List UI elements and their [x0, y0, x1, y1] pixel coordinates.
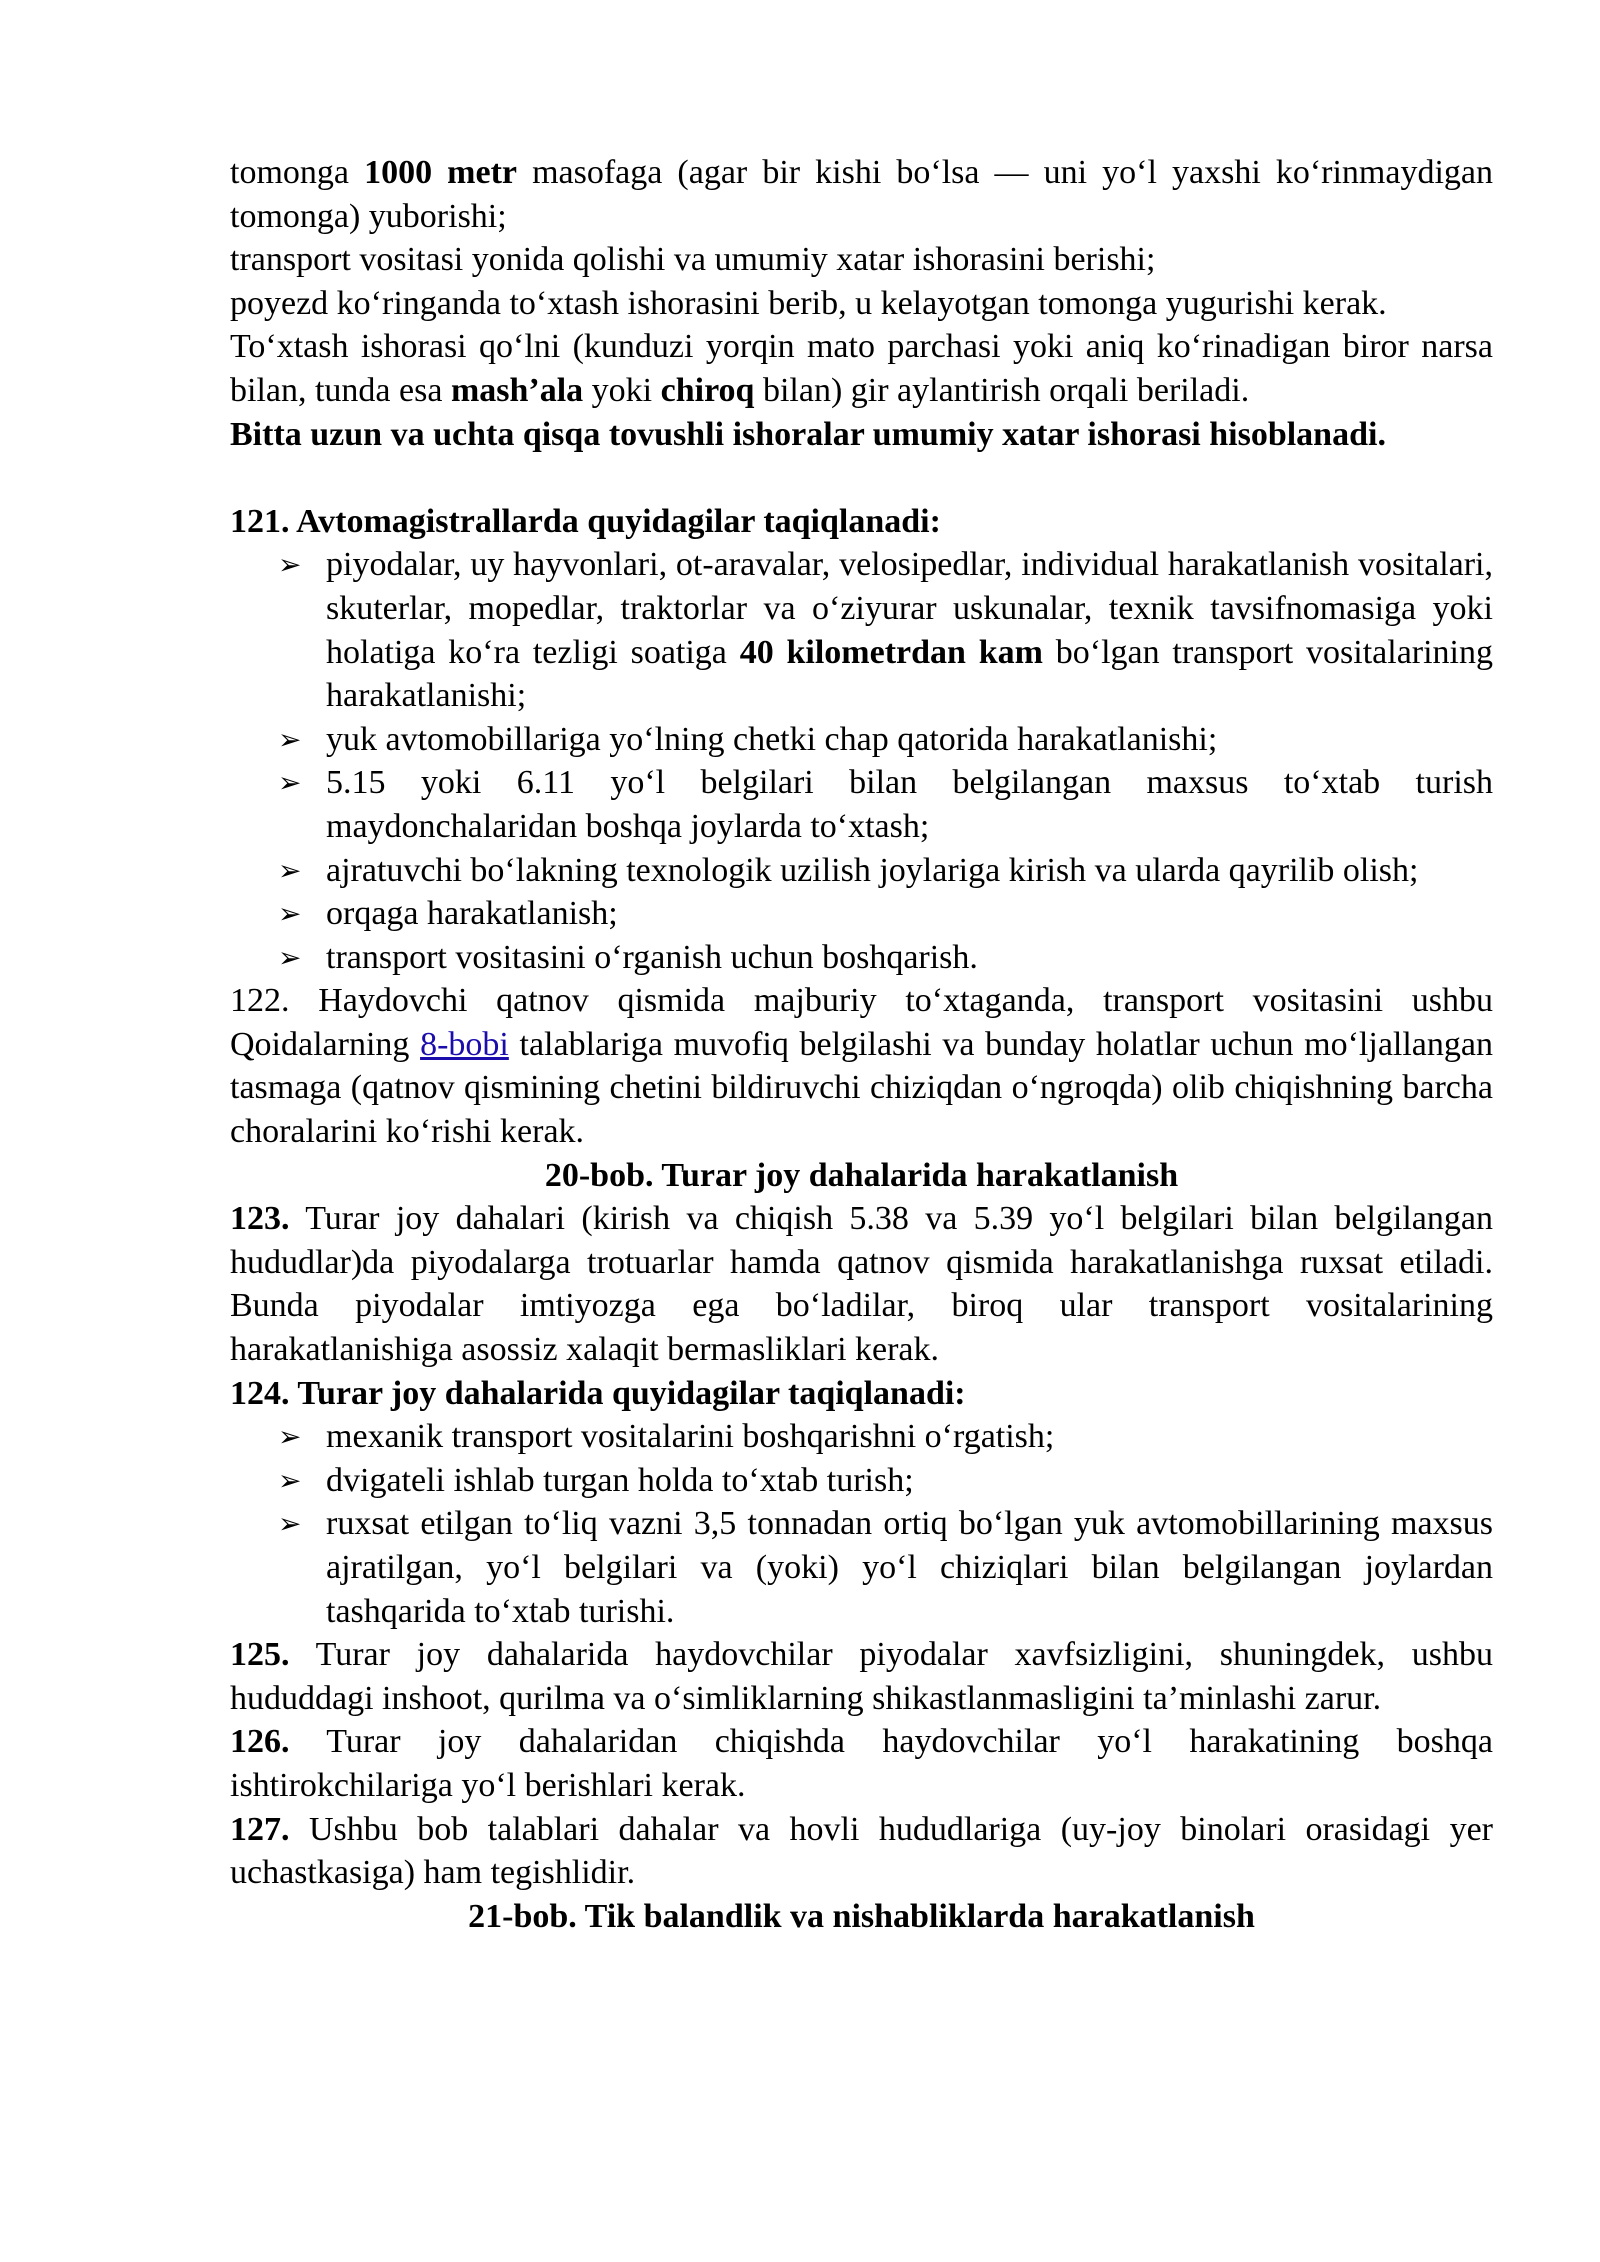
section-number: 123. — [230, 1200, 290, 1238]
arrow-bullet-icon: ➢ — [278, 1463, 302, 1497]
section-127 — [230, 1808, 1493, 1895]
section-number: 125. — [230, 1636, 290, 1674]
text: bo‘lgan transport vositalarining harakatlanishi; — [326, 633, 1494, 715]
text: bilan) gir aylantirish orqali beriladi. — [754, 371, 1250, 409]
intro-line-3: poyezd ko‘ringanda to‘xtash ishorasini berib, u kelayotgan tomonga yugurishi kerak. — [230, 284, 1387, 322]
section-121-heading — [230, 500, 1493, 544]
bold-text: 40 kilometrdan kam — [739, 633, 1043, 671]
list-item — [278, 849, 1493, 893]
text: ajratuvchi bo‘lakning texnologik uzilish joylariga kirish va ularda qayrilib olish; — [326, 851, 1419, 889]
section-124-list — [230, 1415, 1493, 1633]
text: Ushbu bob talablari dahalar va hovli hududlariga (uy-joy binolari orasidagi yer uchastkasiga) ham tegishlidir. — [230, 1810, 1493, 1892]
list-item — [278, 892, 1493, 936]
text: dvigateli ishlab turgan holda to‘xtab turish; — [326, 1461, 914, 1499]
arrow-bullet-icon: ➢ — [278, 1507, 302, 1541]
text: Turar joy dahalarida haydovchilar piyodalar xavfsizligini, shuningdek, ushbu hududdagi inshoot, qurilma va o‘simliklarning shikastlanmasligini ta’minlashi zarur. — [230, 1636, 1493, 1717]
bold-text: Bitta uzun va uchta qisqa tovushli ishoralar umumiy xatar ishorasi hisoblanadi. — [230, 415, 1386, 453]
section-123 — [230, 1197, 1493, 1371]
chapter-21-title: 21-bob. Tik balandlik va nishabliklarda harakatlanish — [468, 1897, 1255, 1935]
bold-text: 124. Turar joy dahalarida quyidagilar taqiqlanadi: — [230, 1374, 966, 1412]
text: piyodalar, uy hayvonlari, ot-aravalar, velosipedlar, individual harakatlanish vositalari, skuterlar, mopedlar, traktorlar va o‘ziyurar uskunalar, texnik tavsifnomasiga yoki holatiga ko‘ra tezligi soatiga — [326, 546, 1493, 671]
bold-text: chiroq — [660, 371, 755, 409]
text: transport vositasini o‘rganish uchun boshqarish. — [326, 938, 978, 976]
section-number: 126. — [230, 1723, 290, 1761]
section-121-list — [230, 543, 1493, 979]
text: 122. Haydovchi qatnov qismida majburiy to‘xtaganda, transport vositasini ushbu Qoidalarning — [230, 982, 1493, 1063]
arrow-bullet-icon: ➢ — [278, 940, 302, 974]
text: ruxsat etilgan to‘liq vazni 3,5 tonnadan ortiq bo‘lgan yuk avtomobillarining maxsus ajratilgan, yo‘l belgilari va (yoki) yo‘l chiziqlari bilan belgilangan joylardan tashqarida to‘xtab turishi. — [326, 1505, 1493, 1630]
bold-text: 121. Avtomagistrallarda quyidagilar taqiqlanadi: — [230, 502, 941, 540]
list-item — [278, 1459, 1493, 1503]
text: talablariga muvofiq belgilashi va bunday holatlar uchun mo‘ljallangan tasmaga (qatnov qismining chetini bildiruvchi chiziqdan o‘ngroqda) olib chiqishning barcha choralarini ko‘rishi kerak. — [230, 1025, 1493, 1151]
text: 5.15 yoki 6.11 yo‘l belgilari bilan belgilangan maxsus to‘xtab turish maydonchalaridan boshqa joylarda to‘xtash; — [326, 764, 1493, 845]
list-item — [278, 543, 1494, 717]
bold-text: mash’ala — [450, 371, 584, 409]
list-item — [278, 718, 1493, 762]
chapter-8-link[interactable]: 8-bobi — [420, 1025, 509, 1063]
section-124-heading — [230, 1372, 1493, 1416]
list-item — [278, 1415, 1493, 1459]
section-125 — [230, 1633, 1493, 1720]
arrow-bullet-icon: ➢ — [278, 1420, 302, 1454]
intro-line-1 — [230, 151, 1493, 238]
text: yuk avtomobillariga yo‘lning chetki chap qatorida harakatlanishi; — [326, 720, 1218, 758]
list-item — [278, 1502, 1493, 1633]
section-122 — [230, 979, 1493, 1153]
text: orqaga harakatlanish; — [326, 895, 618, 933]
arrow-bullet-icon: ➢ — [278, 722, 302, 756]
list-item — [278, 761, 1493, 848]
arrow-bullet-icon: ➢ — [278, 853, 302, 887]
section-number: 127. — [230, 1810, 290, 1848]
spacer — [230, 456, 1493, 500]
arrow-bullet-icon: ➢ — [278, 548, 302, 582]
text: To‘xtash ishorasi qo‘lni (kunduzi yorqin mato parchasi yoki aniq ko‘rinadigan biror narsa bilan, tunda esa — [230, 328, 1493, 409]
text: tomonga — [230, 154, 365, 191]
intro-line-5 — [230, 413, 1493, 457]
text: masofaga (agar bir kishi bo‘lsa — uni yo‘l yaxshi ko‘rinmaydigan tomonga) yuborishi; — [230, 154, 1494, 235]
bold-text: 1000 metr — [364, 154, 517, 191]
chapter-20-title: 20-bob. Turar joy dahalarida harakatlanish — [544, 1156, 1179, 1194]
list-item — [278, 936, 1493, 980]
intro-line-2: transport vositasi yonida qolishi va umumiy xatar ishorasini berishi; — [230, 241, 1156, 279]
text: Turar joy dahalaridan chiqishda haydovchilar yo‘l harakatining boshqa ishtirokchilariga yo‘l berishlari kerak. — [230, 1723, 1493, 1804]
text: yoki — [583, 371, 661, 409]
text: Turar joy dahalari (kirish va chiqish 5.38 va 5.39 yo‘l belgilari bilan belgilangan hududlar)da piyodalarga trotuarlar hamda qatnov qismida harakatlanishga ruxsat etiladi. Bunda piyodalar imtiyozga ega bo‘ladilar, biroq ular transport vositalarining harakatlanishiga asossiz xalaqit bermasliklari kerak. — [230, 1200, 1493, 1369]
arrow-bullet-icon: ➢ — [278, 766, 302, 800]
arrow-bullet-icon: ➢ — [278, 897, 302, 931]
intro-line-4 — [230, 325, 1493, 412]
text: mexanik transport vositalarini boshqarishni o‘rgatish; — [326, 1418, 1055, 1456]
section-126 — [230, 1720, 1493, 1807]
